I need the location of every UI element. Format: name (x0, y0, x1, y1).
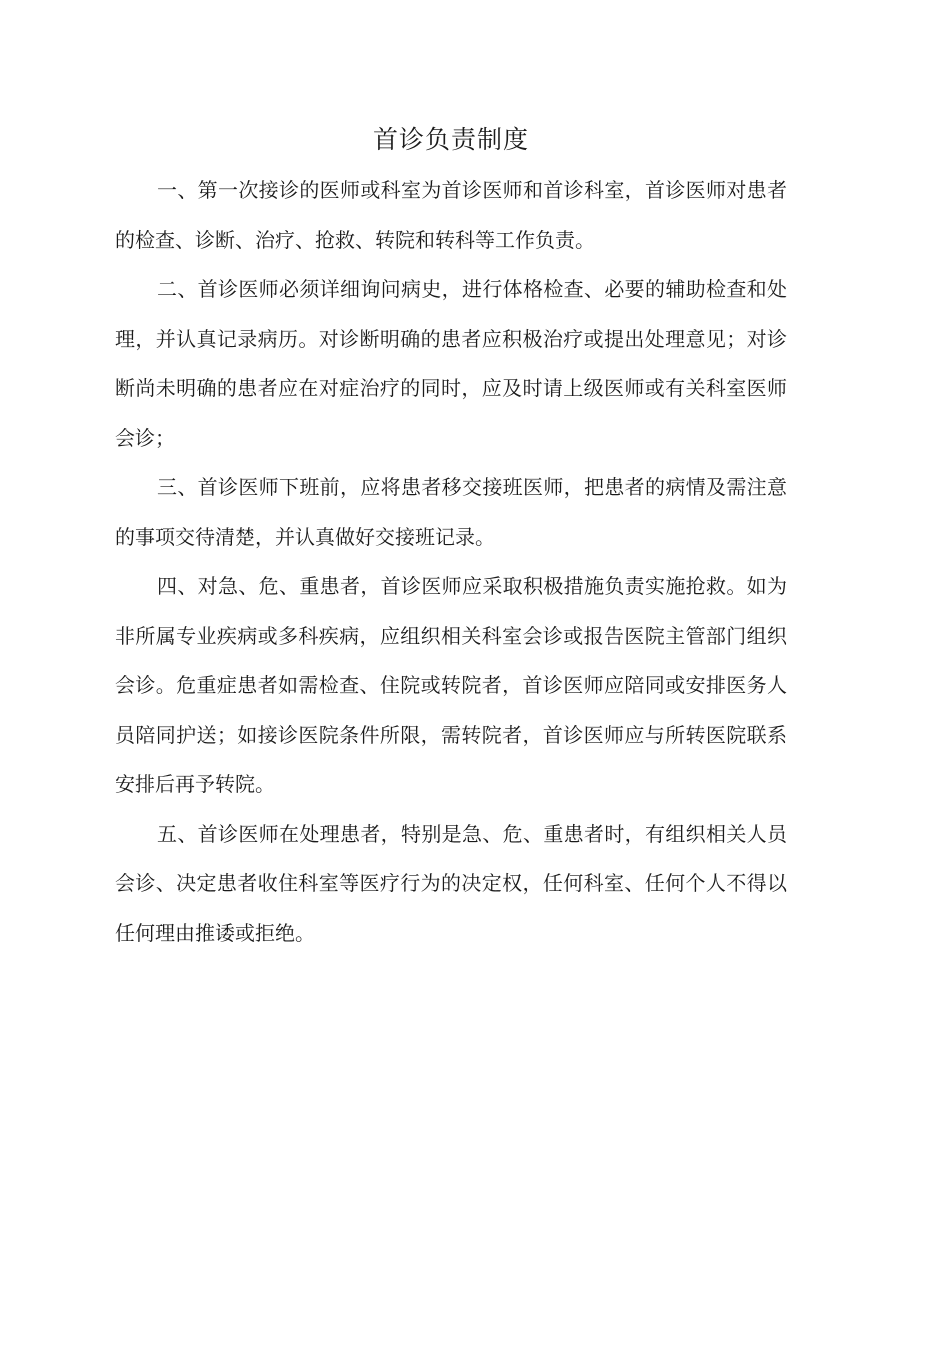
clause-1: 一、第一次接诊的医师或科室为首诊医师和首诊科室，首诊医师对患者的检查、诊断、治疗、抢救、转院和转科等工作负责。 (115, 178, 787, 252)
clause-2: 二、首诊医师必须详细询问病史，进行体格检查、必要的辅助检查和处理，并认真记录病历。对诊断明确的患者应积极治疗或提出处理意见；对诊断尚未明确的患者应在对症治疗的同时，应及时请上级医师或有关科室医师会诊； (115, 277, 787, 450)
clause-5: 五、首诊医师在处理患者，特别是急、危、重患者时，有组织相关人员会诊、决定患者收住科室等医疗行为的决定权，任何科室、任何个人不得以任何理由推诿或拒绝。 (115, 821, 787, 945)
document-page (115, 118, 787, 958)
document-title: 首诊负责制度 (372, 125, 529, 154)
clause-3: 三、首诊医师下班前，应将患者移交接班医师，把患者的病情及需注意的事项交待清楚，并认真做好交接班记录。 (115, 475, 787, 549)
clause-4: 四、对急、危、重患者，首诊医师应采取积极措施负责实施抢救。如为非所属专业疾病或多科疾病，应组织相关科室会诊或报告医院主管部门组织会诊。危重症患者如需检查、住院或转院者，首诊医师应陪同或安排医务人员陪同护送；如接诊医院条件所限，需转院者，首诊医师应与所转医院联系安排后再予转院。 (115, 574, 787, 796)
